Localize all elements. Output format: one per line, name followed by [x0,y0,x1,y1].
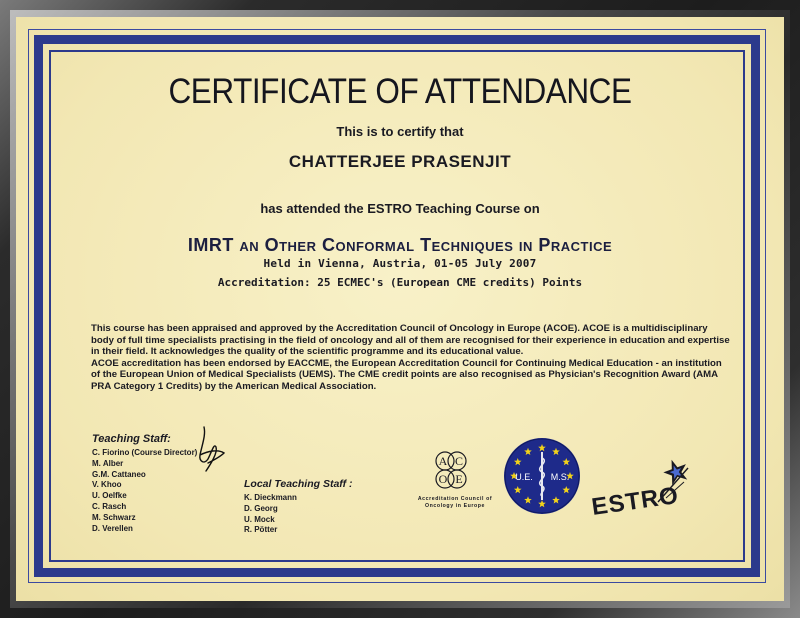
recipient-name: CHATTERJEE PRASENJIT [288,152,512,171]
uems-left-text: U.E. [515,472,533,482]
acoe-letter: C [454,454,464,468]
staff-member: C. Fiorino (Course Director) [92,448,198,457]
teaching-staff-list [92,448,197,534]
course-title: IMRT an Other Conformal Techniques in Practice [187,235,613,255]
paragraph-line: in their field. It acknowledges the quality of the scientific programme and its educational value. [91,346,524,358]
staff-member: U. Mock [244,514,275,524]
local-staff-list [244,493,297,536]
staff-member: R. Pötter [244,525,278,535]
staff-member: K. Dieckmann [244,493,297,502]
staff-member: M. Alber [92,458,124,468]
staff-member: M. Schwarz [92,512,136,522]
acoe-caption-line: Oncology in Europe [424,503,486,509]
uems-right-text: M.S. [550,472,570,482]
uems-logo [502,436,582,516]
local-staff-heading: Local Teaching Staff : [244,478,353,490]
staff-member: V. Khoo [92,480,122,490]
staff-member: D. Verellen [92,523,133,533]
attended-line: has attended the ESTRO Teaching Course on [260,201,540,216]
estro-text: ESTRO [589,481,681,521]
paragraph-line: PRA Category 1 Credits) by the American Medical Association. [91,380,377,392]
staff-member: U. Oelfke [92,491,127,501]
paragraph-line: of the European Union of Medical Specialists (UEMS). The CME credit points are also recognised as Physician's Recognition Award (AMA [91,369,719,381]
accreditation-line: Accreditation: 25 ECMEC's (European CME credits) Points [217,276,583,289]
acoe-letter: A [438,454,448,468]
held-line: Held in Vienna, Austria, 01-05 July 2007 [263,257,537,270]
acoe-logo [428,448,474,494]
staff-member: D. Georg [244,503,278,513]
staff-member: G.M. Cattaneo [92,469,146,479]
acoe-caption [405,496,505,510]
estro-logo [588,458,718,528]
paragraph-line: This course has been appraised and approved by the Accreditation Council of Oncology in Europe (ACOE). ACOE is a multidisciplinary [91,323,708,334]
paragraph-line: ACOE accreditation has been endorsed by EACCME, the European Accreditation Council for Continuing Medical Education - an institution [91,357,722,369]
accreditation-paragraph [91,323,731,393]
staff-member: C. Rasch [92,501,127,511]
teaching-staff-heading: Teaching Staff: [92,433,171,445]
acoe-letter: O [438,472,448,486]
paragraph-line: body of full time specialists practising in the field of oncology and all of them are recognised for their experience in education and expertise [91,334,730,346]
acoe-letter: E [455,472,463,486]
signature [190,425,230,475]
certify-line: This is to certify that [336,124,464,139]
acoe-caption-line: Accreditation Council of [417,496,493,502]
certificate-title: CERTIFICATE OF ATTENDANCE [168,72,632,111]
